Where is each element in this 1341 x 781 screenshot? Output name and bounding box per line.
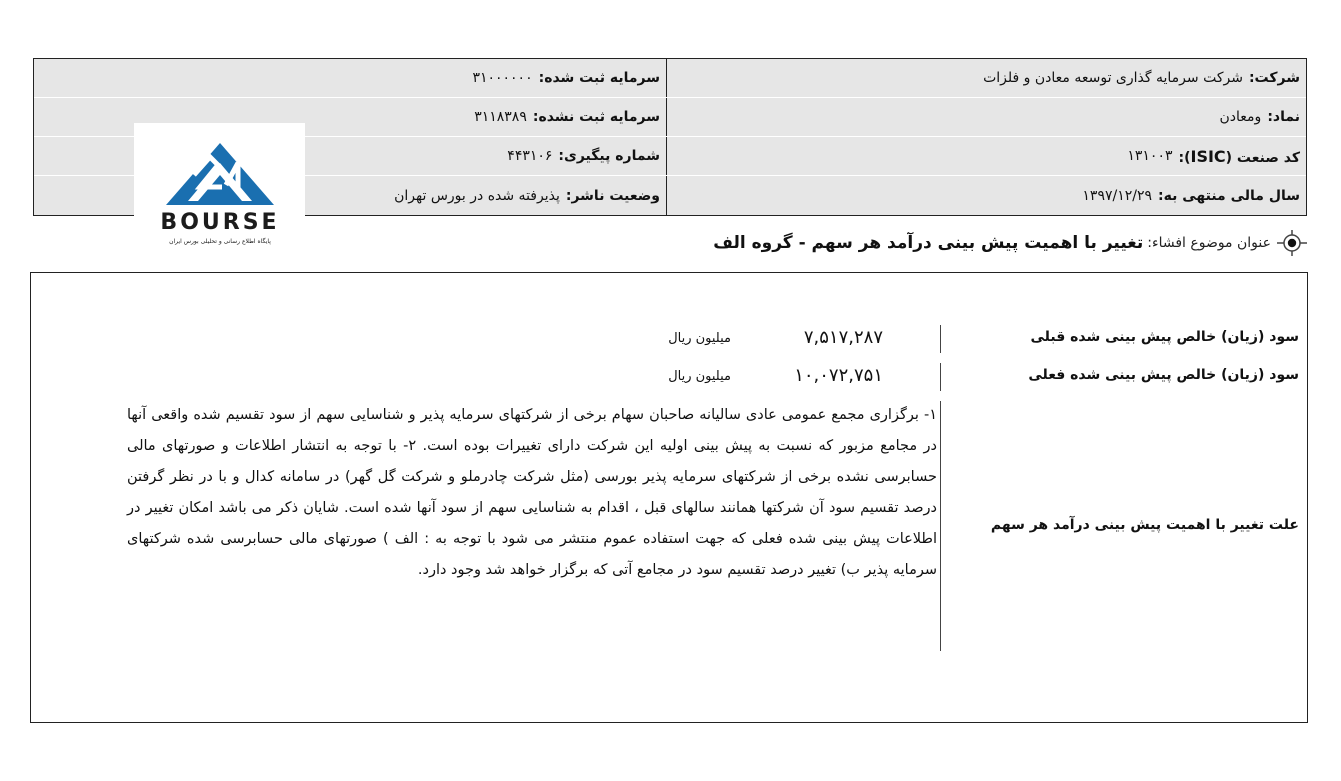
symbol-value: ومعادن <box>1219 109 1262 125</box>
change-reason-label: علت تغییر با اهمیت پیش بینی درآمد هر سهم <box>990 517 1299 533</box>
industry-code-label: کد صنعت (ISIC): <box>1178 146 1300 166</box>
tracking-number-value: ۴۴۳۱۰۶ <box>507 148 553 164</box>
publisher-status-value: پذیرفته شده در بورس تهران <box>394 187 560 204</box>
column-divider <box>666 59 667 97</box>
bourse-logo <box>134 123 305 249</box>
previous-forecast-label: سود (زیان) خالص پیش بینی شده قبلی <box>1030 329 1299 345</box>
page-title: تغییر با اهمیت پیش بینی درآمد هر سهم - گروه الف <box>713 233 1144 253</box>
company-cell <box>666 59 1306 97</box>
label-divider <box>940 325 941 353</box>
previous-forecast-unit: میلیون ریال <box>668 331 731 346</box>
change-reason-text: ۱- برگزاری مجمع عمومی عادی سالیانه صاحبان سهام برخی از شرکتهای سرمایه پذیر و شناسایی سهم از سود تقسیم شده واقعی آنها در مجامع مزبور که نسبت به پیش بینی اولیه این شرکت دارای تغییرات بوده است. ۲- با توجه به انتشار اطلاعات و صورتهای مالی حسابرسی نشده برخی از شرکتهای سرمایه پذیر بورسی (مثل شرکت چادرملو و شرکت گل گهر) در سامانه کدال و با در نظر گرفتن درصد تقسیم سود آن شرکتها همانند سالهای قبل ، اقدام به شناسایی سهم از سود آنها شده است. شایان ذکر می باشد امکان تغییر در اطلاعات پیش بینی شده فعلی که جهت استفاده عموم منتشر می شود با توجه به : الف ) صورتهای مالی حسابرسی شده شرکتهای سرمایه پذیر ب) تغییر درصد تقسیم سود در مجامع آتی که برگزار خواهد شد وجود دارد. <box>127 407 937 578</box>
title-prefix: عنوان موضوع افشاء: <box>1147 235 1271 251</box>
column-divider <box>666 176 667 215</box>
column-divider <box>666 98 667 136</box>
unregistered-capital-value: ۳۱۱۸۳۸۹ <box>474 109 527 125</box>
registered-capital-cell <box>34 59 666 97</box>
column-divider <box>666 137 667 175</box>
fiscal-year-label: سال مالی منتهی به: <box>1158 187 1300 204</box>
info-row-company <box>34 59 1306 98</box>
publisher-status-label: وضعیت ناشر: <box>565 187 660 204</box>
publisher-status-cell <box>34 176 666 215</box>
tracking-number-label: شماره پیگیری: <box>558 148 660 164</box>
unregistered-capital-label: سرمایه ثبت نشده: <box>532 109 660 125</box>
bourse-logo-mark <box>134 123 305 249</box>
previous-forecast-value: ۷,۵۱۷,۲۸۷ <box>803 327 883 348</box>
logo-wordmark: BOURSE <box>160 210 280 235</box>
registered-capital-value: ۳۱۰۰۰۰۰۰ <box>472 70 533 86</box>
current-forecast-label: سود (زیان) خالص پیش بینی شده فعلی <box>1028 367 1299 383</box>
unregistered-capital-cell <box>34 98 666 136</box>
logo-tagline: پایگاه اطلاع رسانی و تحلیلی بورس ایران <box>169 238 271 245</box>
current-forecast-unit: میلیون ریال <box>668 369 731 384</box>
disclosure-title-row <box>713 228 1307 258</box>
symbol-cell <box>666 98 1306 136</box>
symbol-label: نماد: <box>1267 109 1300 125</box>
target-bullet-icon <box>1277 228 1307 258</box>
company-label: شرکت: <box>1248 70 1300 86</box>
fiscal-year-value: ۱۳۹۷/۱۲/۲۹ <box>1082 187 1152 204</box>
registered-capital-label: سرمایه ثبت شده: <box>538 70 660 86</box>
current-forecast-value: ۱۰,۰۷۲,۷۵۱ <box>794 365 883 386</box>
disclosure-content <box>30 272 1308 723</box>
industry-code-cell <box>666 137 1306 175</box>
tracking-number-cell <box>34 137 666 175</box>
industry-code-value: ۱۳۱۰۰۳ <box>1127 148 1173 164</box>
fiscal-year-cell <box>666 176 1306 215</box>
label-divider <box>940 363 941 391</box>
company-value: شرکت سرمایه گذاری توسعه معادن و فلزات <box>983 70 1243 86</box>
